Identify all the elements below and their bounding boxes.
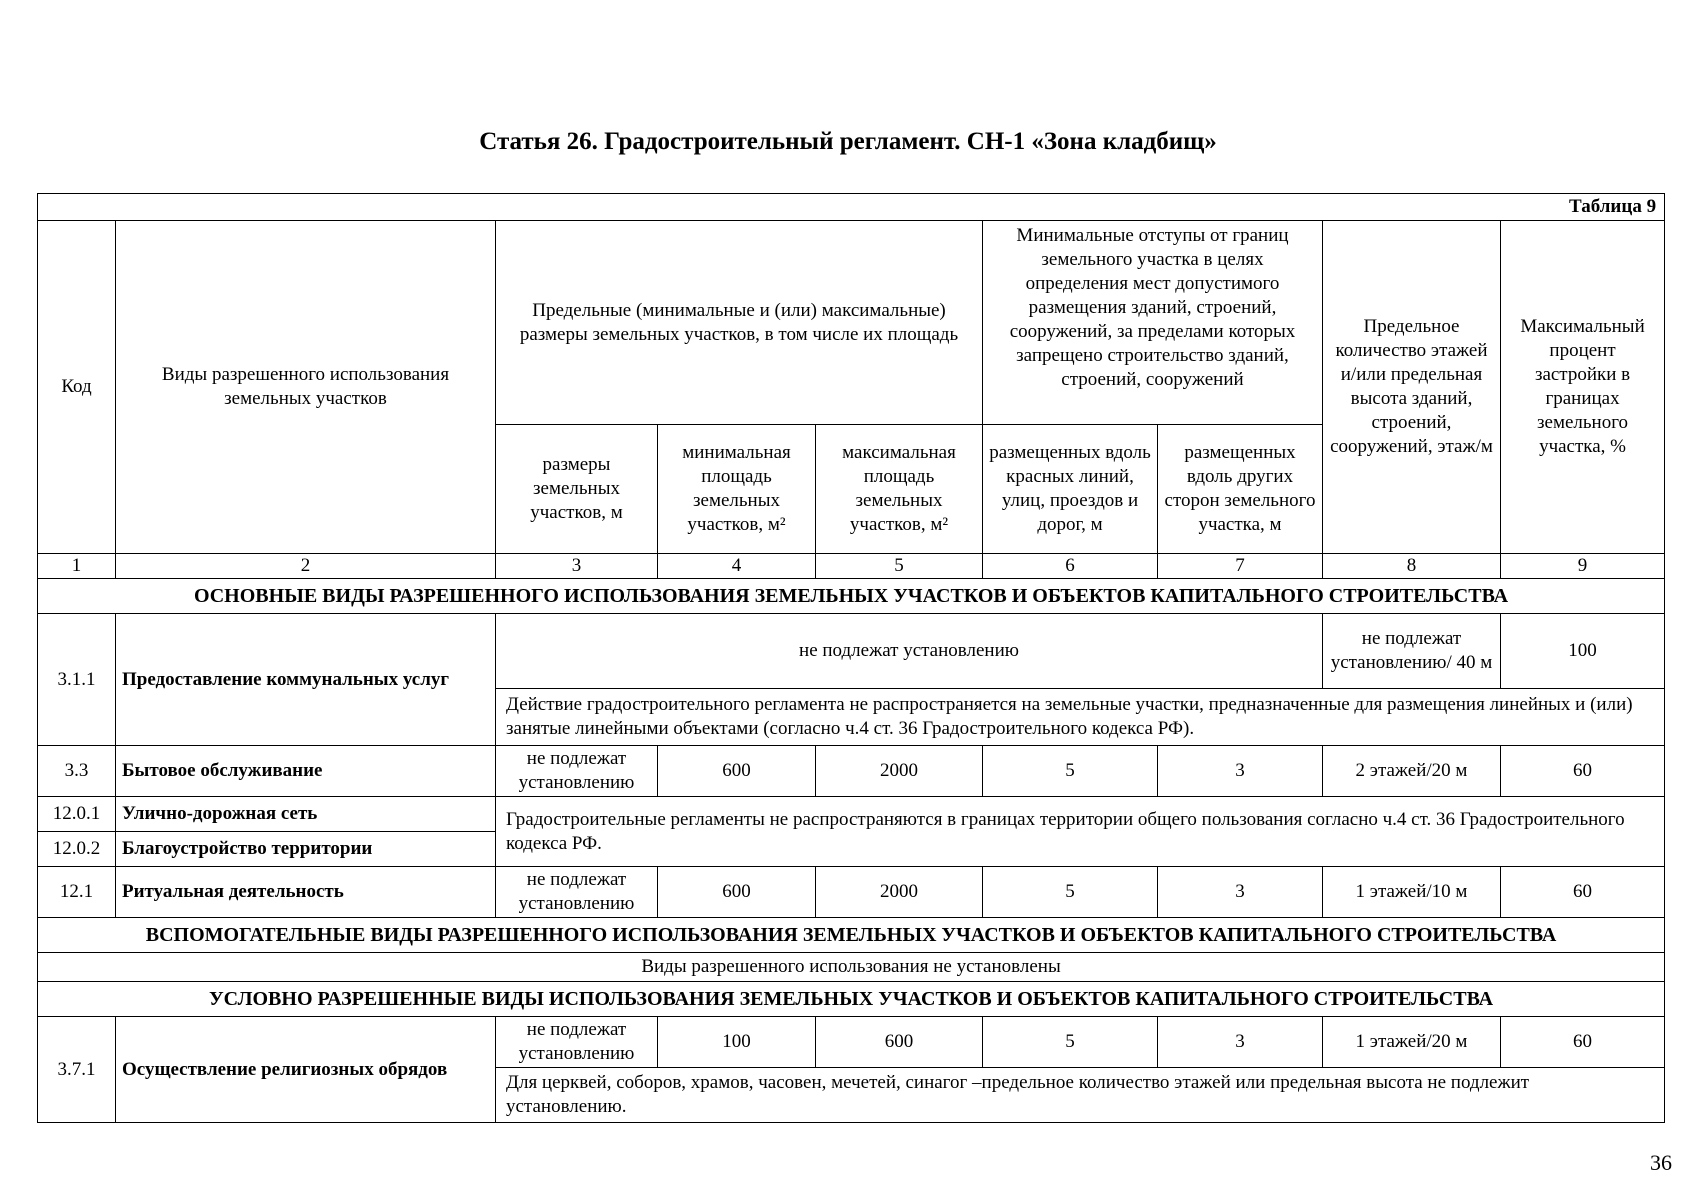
header-setbacks-group: Минимальные отступы от границ земельного участка в целях определения мест допустимого размещения зданий, строений, сооружений, за пределами которых запрещено строительство зданий, строений, сооружений [983,221,1323,425]
header-sub-red-lines: размещенных вдоль красных линий, улиц, проездов и дорог, м [983,425,1158,554]
column-number: 7 [1158,554,1323,579]
section-auxiliary-heading: ВСПОМОГАТЕЛЬНЫЕ ВИДЫ РАЗРЕШЕННОГО ИСПОЛЬЗОВАНИЯ ЗЕМЕЛЬНЫХ УЧАСТКОВ И ОБЪЕКТОВ КАПИТАЛЬНОГО СТРОИТЕЛЬСТВА [38,918,1665,953]
page-title: Статья 26. Градостроительный регламент. СН-1 «Зона кладбищ» [479,128,1217,155]
row-other-sides: 3 [1158,746,1323,797]
row-other-sides: 3 [1158,867,1323,918]
table-row [38,867,1665,918]
section-main-heading: ОСНОВНЫЕ ВИДЫ РАЗРЕШЕННОГО ИСПОЛЬЗОВАНИЯ ЗЕМЕЛЬНЫХ УЧАСТКОВ И ОБЪЕКТОВ КАПИТАЛЬНОГО СТРОИТЕЛЬСТВА [38,579,1665,614]
table-row [38,797,1665,832]
row-min-area: 600 [658,746,816,797]
row-coverage: 60 [1501,867,1665,918]
row-red-lines: 5 [983,1017,1158,1068]
row-use-name: Улично-дорожная сеть [116,797,496,832]
row-code: 12.0.1 [38,797,116,832]
column-number: 4 [658,554,816,579]
regulation-table [37,193,1665,1123]
row-floors: 1 этажей/20 м [1323,1017,1501,1068]
row-coverage: 60 [1501,1017,1665,1068]
page-number: 36 [1650,1150,1672,1175]
row-note: Действие градостроительного регламента не распространяется на земельные участки, предназначенные для размещения линейных и (или) занятые линейными объектами (согласно ч.4 ст. 36 Градостроительного кодекса РФ). [496,689,1665,746]
row-note: Градостроительные регламенты не распространяются в границах территории общего пользования согласно ч.4 ст. 36 Градостроительного кодекса РФ. [496,797,1665,867]
row-size: не подлежат установлению [496,1017,658,1068]
row-coverage: 60 [1501,746,1665,797]
column-number: 2 [116,554,496,579]
header-coverage: Максимальный процент застройки в границах земельного участка, % [1501,221,1665,554]
row-use-name: Осуществление религиозных обрядов [116,1017,496,1123]
column-number: 5 [816,554,983,579]
row-code: 3.3 [38,746,116,797]
header-use: Виды разрешенного использования земельных участков [116,221,496,554]
column-number-row [38,554,1665,579]
section-main-row [38,579,1665,614]
row-use-name: Ритуальная деятельность [116,867,496,918]
row-coverage: 100 [1501,614,1665,689]
row-use-name: Бытовое обслуживание [116,746,496,797]
row-floors: 2 этажей/20 м [1323,746,1501,797]
column-number: 3 [496,554,658,579]
table-number: Таблица 9 [38,194,1665,221]
header-sub-max-area: максимальная площадь земельных участков, м² [816,425,983,554]
column-number: 6 [983,554,1158,579]
row-code: 12.1 [38,867,116,918]
column-number: 8 [1323,554,1501,579]
row-use-name: Благоустройство территории [116,832,496,867]
row-merged-value: не подлежат установлению [496,614,1323,689]
row-code: 3.1.1 [38,614,116,746]
section-auxiliary-none-row [38,953,1665,982]
header-sizes-group: Предельные (минимальные и (или) максимальные) размеры земельных участков, в том числе их площадь [496,221,983,425]
row-code: 3.7.1 [38,1017,116,1123]
row-min-area: 600 [658,867,816,918]
row-floors: не подлежат установлению/ 40 м [1323,614,1501,689]
row-size: не подлежат установлению [496,867,658,918]
header-sub-other-sides: размещенных вдоль других сторон земельного участка, м [1158,425,1323,554]
row-floors: 1 этажей/10 м [1323,867,1501,918]
row-red-lines: 5 [983,867,1158,918]
table-row [38,614,1665,689]
row-other-sides: 3 [1158,1017,1323,1068]
row-use-name: Предоставление коммунальных услуг [116,614,496,746]
table-row [38,746,1665,797]
header-floors: Предельное количество этажей и/или предельная высота зданий, строений, сооружений, этаж/м [1323,221,1501,554]
table-number-row [38,194,1665,221]
row-max-area: 2000 [816,746,983,797]
table-row [38,1017,1665,1068]
section-auxiliary-none: Виды разрешенного использования не установлены [38,953,1665,982]
header-sub-min-area: минимальная площадь земельных участков, м² [658,425,816,554]
row-red-lines: 5 [983,746,1158,797]
row-max-area: 2000 [816,867,983,918]
header-sub-size: размеры земельных участков, м [496,425,658,554]
row-max-area: 600 [816,1017,983,1068]
row-code: 12.0.2 [38,832,116,867]
section-conditional-heading: УСЛОВНО РАЗРЕШЕННЫЕ ВИДЫ ИСПОЛЬЗОВАНИЯ ЗЕМЕЛЬНЫХ УЧАСТКОВ И ОБЪЕКТОВ КАПИТАЛЬНОГО СТРОИТЕЛЬСТВА [38,982,1665,1017]
row-note: Для церквей, соборов, храмов, часовен, мечетей, синагог –предельное количество этажей или предельная высота не подлежит установлению. [496,1068,1665,1123]
column-number: 1 [38,554,116,579]
header-code: Код [38,221,116,554]
header-row-1 [38,221,1665,425]
column-number: 9 [1501,554,1665,579]
row-min-area: 100 [658,1017,816,1068]
row-size: не подлежат установлению [496,746,658,797]
section-conditional-row [38,982,1665,1017]
section-auxiliary-row [38,918,1665,953]
